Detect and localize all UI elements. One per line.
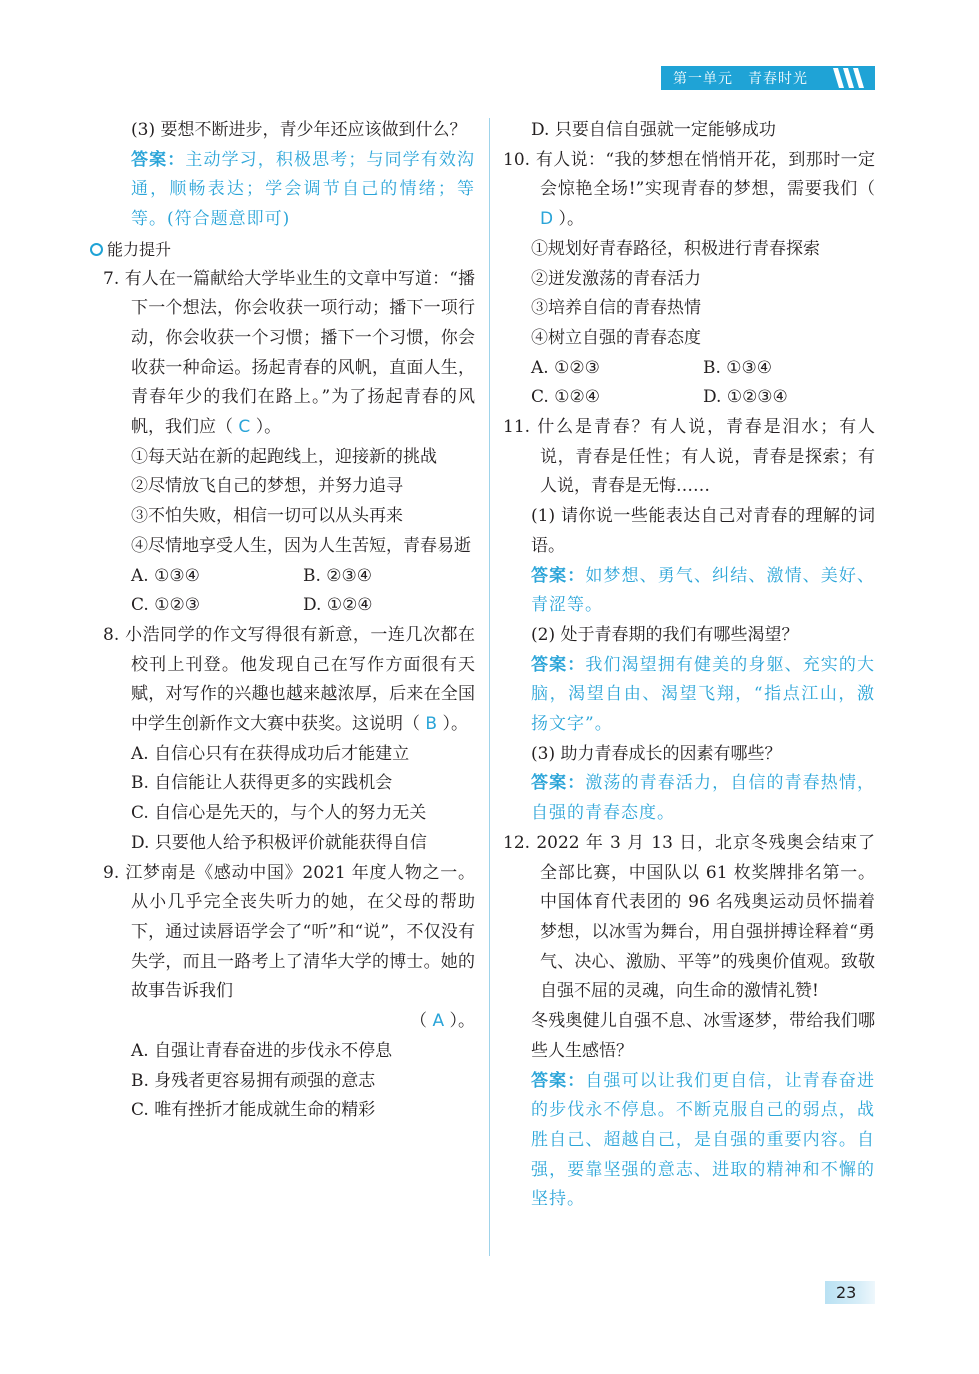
option-a: A. 自强让青春奋进的步伐永不停息: [131, 1040, 393, 1061]
question-11-part-3: (3) 助力青春成长的因素有哪些？: [531, 743, 782, 764]
page-number: 23: [825, 1281, 875, 1304]
question-11-part-2: (2) 处于青春期的我们有哪些渴望？: [531, 624, 799, 645]
question-8: 8. 小浩同学的作文写得很有新意，一连几次都在校刊上刊登。他发现自己在写作方面很有天赋，对写作的兴趣也越来越浓厚，后来在全国中学生创新作文大赛中获奖。这说明（ B ）。: [103, 624, 475, 735]
unit-title: 第一单元 青春时光: [673, 71, 808, 87]
statement-7-1: ①每天站在新的起跑线上，迎接新的挑战: [131, 446, 437, 467]
question-10: 10. 有人说：“我的梦想在悄悄开花，到那时一定会惊艳全场!”实现青春的梦想，需要我们（ D ）。: [503, 149, 875, 230]
option-c: C. 唯有挫折才能成就生命的精彩: [131, 1100, 376, 1121]
question-11-part-1: (1) 请你说一些能表达自己对青春的理解的词语。: [531, 506, 875, 556]
answer-blank-7: C: [238, 417, 251, 438]
option-c: C. ①②③: [131, 595, 200, 616]
options-7-row-1: [103, 562, 475, 592]
circle-icon: [90, 243, 103, 256]
answer-11-part-2: 答案：我们渴望拥有健美的身躯、充实的大脑，渴望自由、渴望飞翔，“指点江山，激扬文字”。: [531, 654, 876, 735]
question-11: 11. 什么是青春？有人说，青春是泪水；有人说，青春是任性；有人说，青春是探索；有人说，青春是无悔……: [503, 417, 875, 497]
statement-10-3: ③培养自信的青春热情: [531, 298, 701, 319]
statement-10-2: ②迸发激荡的青春活力: [531, 268, 701, 289]
option-d: D. ①②④: [303, 595, 373, 616]
left-column: [103, 116, 475, 1126]
answer-blank-10: D: [540, 209, 554, 230]
right-column: [503, 116, 875, 1215]
column-divider: [489, 118, 490, 1256]
question-9: 9. 江梦南是《感动中国》2021 年度人物之一。从小几乎完全丧失听力的她，在父母的帮助下，通过读唇语学会了“听”和“说”，不仅没有失学，而且一路考上了清华大学的博士。她的故事告诉我们: [103, 862, 475, 1002]
question-12: 12. 2022 年 3 月 13 日，北京冬残奥会结束了全部比赛，中国队以 61 枚奖牌排名第一。中国体育代表团的 96 名残奥运动员怀揣着梦想，以冰雪为舞台，用自强拼搏诠释着“勇气、决心、激励、平等”的残奥价值观。致敬自强不屈的灵魂，向生命的激情礼赞!: [503, 832, 875, 1002]
question-6-part-3: (3) 要想不断进步，青少年还应该做到什么？: [131, 120, 467, 140]
question-7: 7. 有人在一篇献给大学毕业生的文章中写道：“播下一个想法，你会收获一项行动；播下一项行动，你会收获一个习惯；播下一个习惯，你会收获一种命运。扬起青春的风帆，直面人生，青春年少的我们在路上。”为了扬起青春的风帆，我们应（ C ）。: [103, 268, 475, 438]
question-12-prompt: 冬残奥健儿自强不息、冰雪逐梦，带给我们哪些人生感悟？: [531, 1011, 875, 1061]
statement-7-4: ④尽情地享受人生，因为人生苦短，青春易逝: [131, 535, 471, 556]
unit-header: [661, 66, 875, 90]
statement-10-4: ④树立自强的青春态度: [531, 327, 701, 348]
answer-11-part-3: 答案：激荡的青春活力，自信的青春热情，自强的青春态度。: [531, 773, 876, 824]
answer-6-part-3: 答案：主动学习，积极思考；与同学有效沟通，顺畅表达；学会调节自己的情绪；等等。(符合题意即可): [131, 149, 476, 230]
options-10-row-1: [503, 354, 875, 384]
options-7-row-2: [103, 591, 475, 621]
statement-7-2: ②尽情放飞自己的梦想，并努力追寻: [131, 476, 403, 497]
options-10-row-2: [503, 383, 875, 413]
answer-blank-9: A: [432, 1011, 445, 1032]
option-c: C. 自信心是先天的，与个人的努力无关: [131, 803, 427, 824]
option-b: B. ②③④: [303, 565, 373, 586]
option-b: B. 自信能让人获得更多的实践机会: [131, 773, 393, 794]
question-9-blank-line: （ A ）。: [410, 1011, 475, 1032]
section-heading: 能力提升: [90, 235, 475, 265]
answer-11-part-1: 答案：如梦想、勇气、纠结、激情、美好、青涩等。: [531, 565, 876, 616]
statement-7-3: ③不怕失败，相信一切可以从头再来: [131, 506, 403, 527]
option-c: C. ①②④: [531, 387, 600, 408]
answer-blank-8: B: [425, 714, 438, 735]
option-d: D. ①②③④: [703, 387, 788, 408]
answer-12: 答案：自强可以让我们更自信，让青春奋进的步伐永不停息。不断克服自己的弱点，战胜自己、超越自己，是自强的重要内容。自强，要靠坚强的意志、进取的精神和不懈的坚持。: [531, 1070, 876, 1210]
option-b: B. ①③④: [703, 357, 773, 378]
statement-10-1: ①规划好青春路径，积极进行青春探索: [531, 238, 820, 259]
option-a: A. 自信心只有在获得成功后才能建立: [131, 743, 410, 764]
option-d: D. 只要自信自强就一定能够成功: [531, 120, 776, 140]
stripes-decoration: [827, 66, 871, 90]
option-b: B. 身残者更容易拥有顽强的意志: [131, 1070, 376, 1091]
option-d: D. 只要他人给予积极评价就能获得自信: [131, 832, 427, 853]
option-a: A. ①②③: [531, 357, 600, 378]
option-a: A. ①③④: [131, 565, 200, 586]
